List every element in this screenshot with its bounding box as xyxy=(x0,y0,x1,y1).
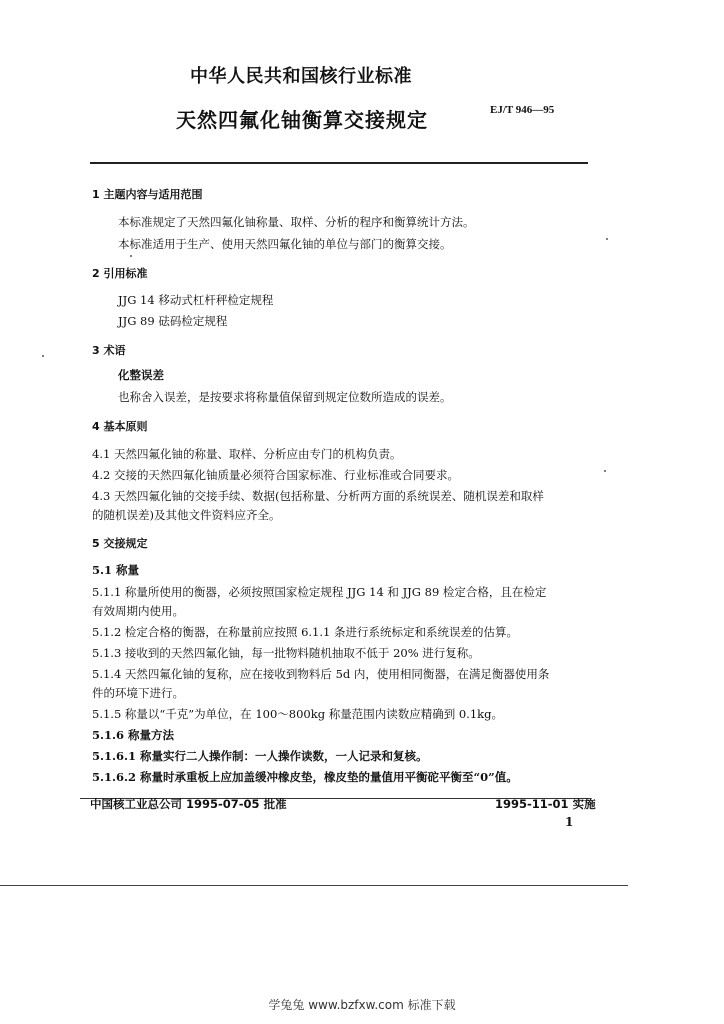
term-name: 化整误差 xyxy=(118,368,164,382)
clause-5-1-4-line-2: 件的环境下进行。 xyxy=(92,686,184,700)
clause-5-1-1-line-1: 5.1.1 称量所使用的衡器，必须按照国家检定规程 JJG 14 和 JJG 89 检定合格，且在检定 xyxy=(92,585,547,599)
section-1-heading: 1 主题内容与适用范围 xyxy=(92,188,203,201)
approval-line: 中国核工业总公司 1995-07-05 批准 xyxy=(90,797,287,811)
header-divider xyxy=(90,162,588,164)
page-bottom-edge xyxy=(0,885,628,886)
clause-4-2: 4.2 交接的天然四氟化铀质量必须符合国家标准、行业标准或合同要求。 xyxy=(92,468,459,482)
clause-4-3-line-1: 4.3 天然四氟化铀的交接手续、数据(包括称量、分析两方面的系统误差、随机误差和取样 xyxy=(92,489,544,503)
clause-5-1-5: 5.1.5 称量以“千克”为单位，在 100～800kg 称量范围内读数应精确到 0.1kg。 xyxy=(92,707,503,721)
scan-speck xyxy=(606,238,608,240)
section-1-paragraph-1: 本标准规定了天然四氟化铀称量、取样、分析的程序和衡算统计方法。 xyxy=(118,215,475,229)
reference-jjg89: JJG 89 砝码检定规程 xyxy=(118,314,228,328)
section-4-heading: 4 基本原则 xyxy=(92,420,148,433)
standard-number: EJ/T 946—95 xyxy=(490,104,555,116)
scan-speck xyxy=(42,355,44,357)
clause-5-1-2: 5.1.2 检定合格的衡器，在称量前应按照 6.1.1 条进行系统标定和系统误差的估算。 xyxy=(92,625,518,639)
download-watermark: 学兔兔 www.bzfxw.com 标准下载 xyxy=(268,998,456,1012)
scan-speck xyxy=(604,470,606,472)
page-number: 1 xyxy=(565,815,574,829)
scan-speck xyxy=(130,255,132,257)
term-definition: 也称舍入误差，是按要求将称量值保留到规定位数所造成的误差。 xyxy=(118,390,452,404)
section-2-heading: 2 引用标准 xyxy=(92,267,148,280)
clause-5-1-6-2: 5.1.6.2 称量时承重板上应加盖缓冲橡皮垫，橡皮垫的量值用平衡砣平衡至“0”值。 xyxy=(92,770,518,784)
clause-5-1: 5.1 称量 xyxy=(92,563,140,577)
section-5-heading: 5 交接规定 xyxy=(92,537,148,550)
clause-5-1-6-1: 5.1.6.1 称量实行二人操作制：一人操作读数，一人记录和复核。 xyxy=(92,749,428,763)
clause-5-1-6: 5.1.6 称量方法 xyxy=(92,728,175,742)
clause-5-1-4-line-1: 5.1.4 天然四氟化铀的复称，应在接收到物料后 5d 内，使用相同衡器，在满足衡器使用条 xyxy=(92,667,550,681)
clause-4-3-line-2: 的随机误差)及其他文件资料应齐全。 xyxy=(92,508,281,522)
document-title: 天然四氟化铀衡算交接规定 xyxy=(176,108,428,132)
reference-jjg14: JJG 14 移动式杠杆秤检定规程 xyxy=(118,293,274,307)
header-organization: 中华人民共和国核行业标准 xyxy=(190,66,412,87)
clause-5-1-3: 5.1.3 接收到的天然四氟化铀，每一批物料随机抽取不低于 20% 进行复称。 xyxy=(92,646,480,660)
clause-4-1: 4.1 天然四氟化铀的称量、取样、分析应由专门的机构负责。 xyxy=(92,447,402,461)
clause-5-1-1-line-2: 有效周期内使用。 xyxy=(92,604,184,618)
effective-date: 1995-11-01 实施 xyxy=(495,797,596,811)
section-3-heading: 3 术语 xyxy=(92,344,126,357)
section-1-paragraph-2: 本标准适用于生产、使用天然四氟化铀的单位与部门的衡算交接。 xyxy=(118,237,452,251)
